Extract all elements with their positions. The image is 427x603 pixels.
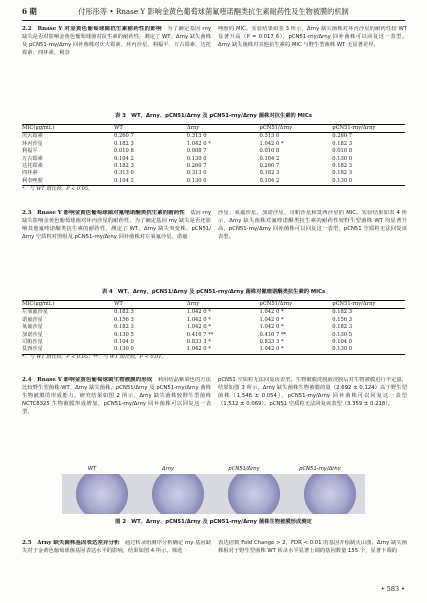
section-2-4-title: 2.4 Rnase Y 影响金黄色葡萄球菌生物被膜的形成 <box>22 377 153 383</box>
column-header: pCN51-rny/Δrny <box>332 125 376 131</box>
section-2-2-left <box>22 26 211 82</box>
figure-2-label-pcn51-rny: pCN51-rny/Δrny <box>299 466 341 472</box>
antibiotic-name: 利奈唑胺 <box>22 177 43 184</box>
mic-value: 0.182 3 <box>332 170 353 177</box>
mic-value: 0.182 3 <box>114 140 134 147</box>
table-3 <box>22 124 405 186</box>
mic-value: 0.260 7 <box>259 163 280 170</box>
mic-value: 1.042 0 * <box>186 140 211 147</box>
mic-value: 1.042 0 * <box>186 309 211 316</box>
column-header: Δrny <box>186 125 200 131</box>
section-2-2-text: 为了确定基因 rny 缺失是否对影响金黄色葡萄球菌对抗生素的耐药性，测定了 WT、Δrny 缺失菌株及 pCN51-rny/Δrny 回补菌株对庆大霉素、环丙沙星、利福平、万古霉素、达托霉素、四环素、利奈 <box>22 26 211 56</box>
mic-value: 1.042 0 * <box>259 324 284 331</box>
figure-2-label-wt: WT <box>87 466 97 472</box>
table-3-header-row <box>22 125 405 133</box>
mic-value: 0.104 2 <box>259 155 280 162</box>
mic-value: 0.182 3 <box>332 163 353 170</box>
mic-value: 0.010 8 <box>114 148 134 155</box>
table-row <box>22 141 405 148</box>
antibiotic-name: 莫西沙星 <box>22 346 43 353</box>
column-header: WT <box>114 125 123 131</box>
section-2-2-title: 2.2 Rnase Y 对金黄色葡萄球菌抗生素耐药性的影响 <box>22 26 162 32</box>
issue-number: 6 期 <box>22 7 37 16</box>
column-header: pCN51-rny/Δrny <box>332 301 376 307</box>
mic-value: 0.182 3 <box>259 170 280 177</box>
mic-value: 0.130 0 <box>186 177 207 184</box>
section-2-3-left <box>22 210 211 282</box>
biofilm-well-wt <box>76 474 128 514</box>
table-3-caption: 表 3 WT、Δrny、pCN51/Δrny 及 pCN51-rny/Δrny 菌株对抗生素的 MICs <box>115 113 312 119</box>
mic-value: 0.260 7 <box>114 133 134 140</box>
table-4-caption: 表 4 WT、Δrny、pCN51/Δrny 及 pCN51-rny/Δrny 菌株对氟喹诺酮类抗生素的 MICs <box>101 289 326 295</box>
section-2-4-text-cont: pCN51 空质粒无法回复该表型。生物被膜洗脱液洗脱后对生物被膜进行半定量，结果如图 3 所示，Δrny 缺失菌株生物被膜的量（2.692 ± 0.124）高于野生型菌株（1.546 ± 0.054），pCN51-rny/Δrny 回补菌株可以回复这一表型（1.512 ± 0.069），pCN51 空质粒无法回复该表型（3.359 ± 0.218）。 <box>218 377 407 407</box>
antibiotic-name: 诺氟沙星 <box>22 316 43 323</box>
column-header: WT <box>114 301 123 307</box>
column-header: pCN51/Δrny <box>259 125 293 131</box>
mic-value: 0.156 3 <box>332 316 353 323</box>
mic-value: 1.042 0 * <box>186 324 211 331</box>
mic-value: 0.313 0 <box>259 133 280 140</box>
mic-value: 0.833 3 * <box>186 339 211 346</box>
header-rule <box>22 20 405 21</box>
mic-value: 0.313 0 <box>186 170 207 177</box>
section-2-5-title: 2.5 Δrny 缺失菌株基因表达差异分析 <box>22 540 120 546</box>
table-row <box>22 156 405 163</box>
mic-value: 0.008 7 <box>186 148 207 155</box>
page-number: • 583 • <box>380 585 405 593</box>
mic-value: 0.833 3 * <box>259 339 284 346</box>
figure-2-label-pcn51: pCN51/Δrny <box>228 466 260 472</box>
mic-value: 0.010 8 <box>332 148 353 155</box>
table-4-header-row <box>22 301 405 309</box>
antibiotic-name: 达托霉素 <box>22 163 43 170</box>
antibiotic-name: 加诺沙星 <box>22 331 43 338</box>
antibiotic-name: 环丙沙星 <box>22 140 43 147</box>
figure-2-label-rny: Δrny <box>161 466 175 472</box>
mic-value: 1.042 0 * <box>259 140 284 147</box>
mic-value: 0.416 7 ** <box>186 331 214 338</box>
section-2-2-text-cont: 唑胺的 MIC。实验结果如表 3 所示，Δrny 缺失菌株对环丙沙星的耐药性较 WT 显著升高（P = 0.017 6），pCN51-rny/Δrny 回补菌株可以回复这一表型。Δrny 缺失菌株对其他抗生素的 MIC 与野生型菌株 WT 无显著差异。 <box>218 26 407 48</box>
antibiotic-name: 司帕沙星 <box>22 339 43 346</box>
mic-value: 1.042 0 * <box>186 346 211 353</box>
column-header: pCN51/Δrny <box>259 301 293 307</box>
table-row <box>22 148 405 155</box>
section-2-5-text: 通过转录组测序分析确定 rny 基因缺失对于金黄色葡萄球菌基因表达水平的影响，结果如图 4 所示。筛选 <box>22 540 211 554</box>
mic-value: 0.313 0 <box>114 170 134 177</box>
section-2-3-text: 基因 rny 缺失影响金黄色葡萄球菌对环丙沙星的耐药性，为了确定基因 rny 缺失是否还影响其他氟喹诺酮类抗生素的耐药性，测定了 WT、Δrny 缺失突变株、pCN51/Δrny 空质粒对照组及 pCN51-rny/Δrny 回补菌株对左氧氟沙星、诺氟 <box>22 210 211 240</box>
mic-value: 0.130 0 <box>332 177 353 184</box>
biofilm-well-pcn51 <box>228 474 280 514</box>
mic-value: 0.010 8 <box>259 148 280 155</box>
mic-value: 0.182 3 <box>332 309 353 316</box>
table-row <box>22 170 405 177</box>
antibiotic-name: 氧氟沙星 <box>22 324 43 331</box>
mic-value: 0.156 3 <box>114 316 134 323</box>
table-row <box>22 163 405 170</box>
mic-value: 0.130 5 <box>114 331 134 338</box>
mic-value: 0.313 0 <box>186 133 207 140</box>
mic-value: 0.104 2 <box>259 177 280 184</box>
mic-value: 0.182 3 <box>332 324 353 331</box>
mic-value: 0.182 3 <box>332 140 353 147</box>
antibiotic-name: 庆大霉素 <box>22 133 43 140</box>
table-row <box>22 317 405 324</box>
table-3-footnote: *：与 WT 组比较，P < 0.05。 <box>22 186 94 192</box>
mic-value: 0.104 2 <box>114 155 134 162</box>
section-2-3-text-cont: 沙星、氧氟沙星、加诺沙星、司帕沙星和莫西沙星的 MIC。实验结果如表 4 所示，Δrny 缺失菌株对氟喹诺酮类抗生素的耐药性较野生型菌株 WT 均显著升高，pCN51-rny/Δrny 回补菌株可以回复这一表型，pCN51 空质粒无法回复该表型。 <box>218 210 407 240</box>
mic-value: 0.104 0 <box>114 339 134 346</box>
mic-value: 0.416 7 ** <box>259 331 287 338</box>
mic-value: 0.260 7 <box>332 133 353 140</box>
section-2-5-right <box>218 540 407 574</box>
table-row <box>22 324 405 331</box>
mic-value: 0.182 3 <box>114 309 134 316</box>
mic-value: 0.104 2 <box>114 177 134 184</box>
table-row <box>22 178 405 186</box>
running-title: 付彤彤等 • Rnase Y 影响金黄色葡萄球菌氟喹诺酮类抗生素耐药性及生物被膜的机制 <box>78 7 349 16</box>
biofilm-well-pcn51-rny <box>304 474 356 514</box>
column-header: MIC(μg/mL) <box>22 125 55 131</box>
figure-2-caption: 图 2 WT、Δrny、pCN51/Δrny 及 pCN51-rny/Δrny 菌株生物被膜形成测定 <box>115 519 312 525</box>
mic-value: 0.130 5 <box>332 331 353 338</box>
section-2-5-left <box>22 540 211 574</box>
antibiotic-name: 左氧氟沙星 <box>22 309 48 316</box>
mic-value: 0.130 0 <box>114 346 134 353</box>
mic-value: 0.130 0 <box>186 155 207 162</box>
table-row <box>22 133 405 141</box>
antibiotic-name: 四环素 <box>22 170 38 177</box>
section-2-3-title: 2.3 Rnase Y 影响金黄色葡萄球菌对氟喹诺酮类抗生素的耐药性 <box>22 210 185 216</box>
section-2-4-right <box>218 377 407 457</box>
mic-value: 0.182 3 <box>114 324 134 331</box>
section-2-2-right <box>218 26 407 82</box>
running-header <box>22 6 405 18</box>
section-2-4-text: 利用结晶紫染色的方法比较野生型菌株 WT、Δrny 缺失菌株、pCN51/Δrny 及 pCN51-rny/Δrny 菌株生物被膜的形成能力。研究结果如图 2 所示，Δrny 缺失菌株较野生型菌株 NCTC8325 生物被膜形成增加，pCN51-rny/Δrny 回补菌株可以回复这一表型， <box>22 377 211 415</box>
mic-value: 0.130 0 <box>332 346 353 353</box>
column-header: Δrny <box>186 301 200 307</box>
mic-value: 0.104 0 <box>332 339 353 346</box>
section-2-4-left <box>22 377 211 457</box>
section-2-5-text-cont: 表达倍数 Fold Change > 2，FDR < 0.01 的基因并绘制火山图。Δrny 缺失菌株相对于野生型菌株 WT 转录水平显著上调的基因数量 155 个，显著下调的 <box>218 540 407 554</box>
section-2-3-right <box>218 210 407 282</box>
antibiotic-name: 利福平 <box>22 148 38 155</box>
table-4 <box>22 300 405 355</box>
mic-value: 1.042 0 * <box>186 316 211 323</box>
mic-value: 0.130 0 <box>332 155 353 162</box>
mic-value: 1.042 0 * <box>259 309 284 316</box>
table-4-footnote: *：与 WT 组比较，P < 0.05；**：与 WT 组比较，P < 0.01。 <box>22 354 167 360</box>
table-row <box>22 309 405 317</box>
mic-value: 1.042 0 * <box>259 316 284 323</box>
biofilm-well-rny <box>152 474 204 514</box>
figure-2-biofilm-wells <box>62 474 365 514</box>
mic-value: 0.182 3 <box>114 163 134 170</box>
mic-value: 1.042 0 * <box>259 346 284 353</box>
table-row <box>22 339 405 346</box>
mic-value: 0.260 7 <box>186 163 207 170</box>
column-header: MIC(μg/mL) <box>22 301 55 307</box>
table-row <box>22 332 405 339</box>
antibiotic-name: 万古霉素 <box>22 155 43 162</box>
